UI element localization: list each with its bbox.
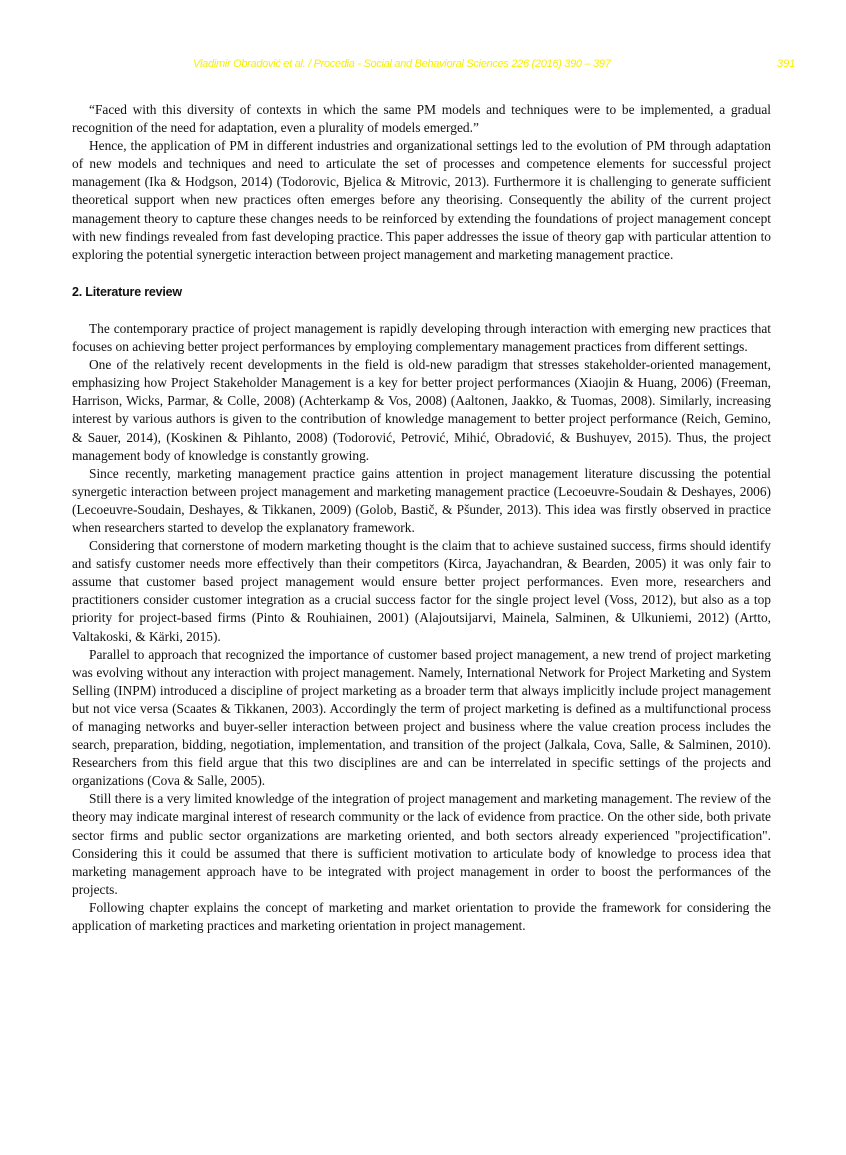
body-paragraph: One of the relatively recent developments in the field is old-new paradigm that stresses stakeholder-oriented management, emphasizing how Project Stakeholder Management is a key for better project performances (Xiaojin & Huang, 2006) (Freeman, Harrison, Wicks, Parmar, & Colle, 2008) (Achterkamp & Vos, 2008) (Aaltonen, Jaakko, & Tuomas, 2008). Similarly, increasing interest by various authors is given to the contribution of knowledge management to better project performance (Reich, Gemino, & Sauer, 2014), (Koskinen & Pihlanto, 2008) (Todorović, Petrović, Mihić, Obradović, & Bushuyev, 2015). Thus, the project management body of knowledge is constantly growing. bbox=[72, 357, 771, 463]
running-title: Vladimir Obradović et al. / Procedia - Social and Behavioral Sciences 226 (2016) 390 – 397 bbox=[193, 58, 611, 70]
body-paragraph: Following chapter explains the concept of marketing and market orientation to provide the framework for considering the application of marketing practices and marketing orientation in project management. bbox=[72, 899, 771, 934]
section-heading: 2. Literature review bbox=[72, 284, 182, 299]
body-paragraph: Parallel to approach that recognized the importance of customer based project management, a new trend of project marketing was evolving without any interaction with project management. Namely, International Network for Project Marketing and System Selling (INPM) introduced a discipline of project marketing as a broader term that always implicitly include project management but not vice versa (Scaates & Tikkanen, 2003). Accordingly the term of project marketing is defined as a multifunctional process of managing networks and buyer-seller interaction between project and business where the value creation process includes the search, preparation, bidding, negotiation, implementation, and transition of the project (Jalkala, Cova, Salle, & Salminen, 2010). Researchers from this field argue that this two disciplines are and can be interrelated in specific settings of the projects and organizations (Cova & Salle, 2005). bbox=[72, 646, 771, 789]
body-paragraph: Considering that cornerstone of modern marketing thought is the claim that to achieve sustained success, firms should identify and satisfy customer needs more effectively than their competitors (Kirca, Jayachandran, & Bearden, 2005) it was only fair to assume that customer based project management would ensure better project performances. Even more, researchers and practitioners consider customer integration as a crucial success factor for the single project level (Voss, 2012), but also as a top priority for project-based firms (Pinto & Rouhiainen, 2001) (Alajoutsijarvi, Mainela, Salminen, & Ulkuniemi, 2012) (Artto, Valtakoski, & Kärki, 2015). bbox=[72, 538, 771, 644]
body-paragraph: Since recently, marketing management practice gains attention in project management literature discussing the potential synergetic interaction between project management and marketing management practice (Lecoeuvre-Soudain & Deshayes, 2006)(Lecoeuvre-Soudain, Deshayes, & Tikkanen, 2009) (Golob, Bastič, & Pšunder, 2013). This idea was firstly observed in practice when researchers started to develop the explanatory framework. bbox=[72, 465, 771, 535]
page-body bbox=[72, 101, 771, 935]
body-paragraph: Still there is a very limited knowledge of the integration of project management and marketing management. The review of the theory may indicate marginal interest of research community or the lack of evidence from practice. On the other side, both private sector firms and public sector organizations are marketing oriented, and both sectors already experienced "projectification". Considering this it could be assumed that there is sufficient motivation to articulate body of knowledge to process idea that marketing management approach have to be integrated with project management in order to boost the performances of the projects. bbox=[72, 791, 771, 897]
page-number: 391 bbox=[777, 58, 796, 70]
body-paragraph: Hence, the application of PM in different industries and organizational settings led to the evolution of PM through adaptation of new models and techniques and need to articulate the set of processes and competence elements for successful project management (Ika & Hodgson, 2014) (Todorovic, Bjelica & Mitrovic, 2013). Furthermore it is challenging to generate sufficient theoretical support when new practices often emerges before any theorising. Consequently the ability of the current project management theory to capture these changes needs to be reinforced by extending the foundations of project management concept with new findings revealed from fast developing practice. This paper addresses the issue of theory gap with particular attention to exploring the potential synergetic interaction between project management and marketing management practice. bbox=[72, 138, 771, 262]
quote-paragraph: “Faced with this diversity of contexts in which the same PM models and techniques were to be implemented, a gradual recognition of the need for adaptation, even a plurality of models emerged.” bbox=[72, 102, 771, 136]
body-paragraph: The contemporary practice of project management is rapidly developing through interaction with emerging new practices that focuses on achieving better project performances by employing complementary management practices from different settings. bbox=[72, 320, 771, 355]
